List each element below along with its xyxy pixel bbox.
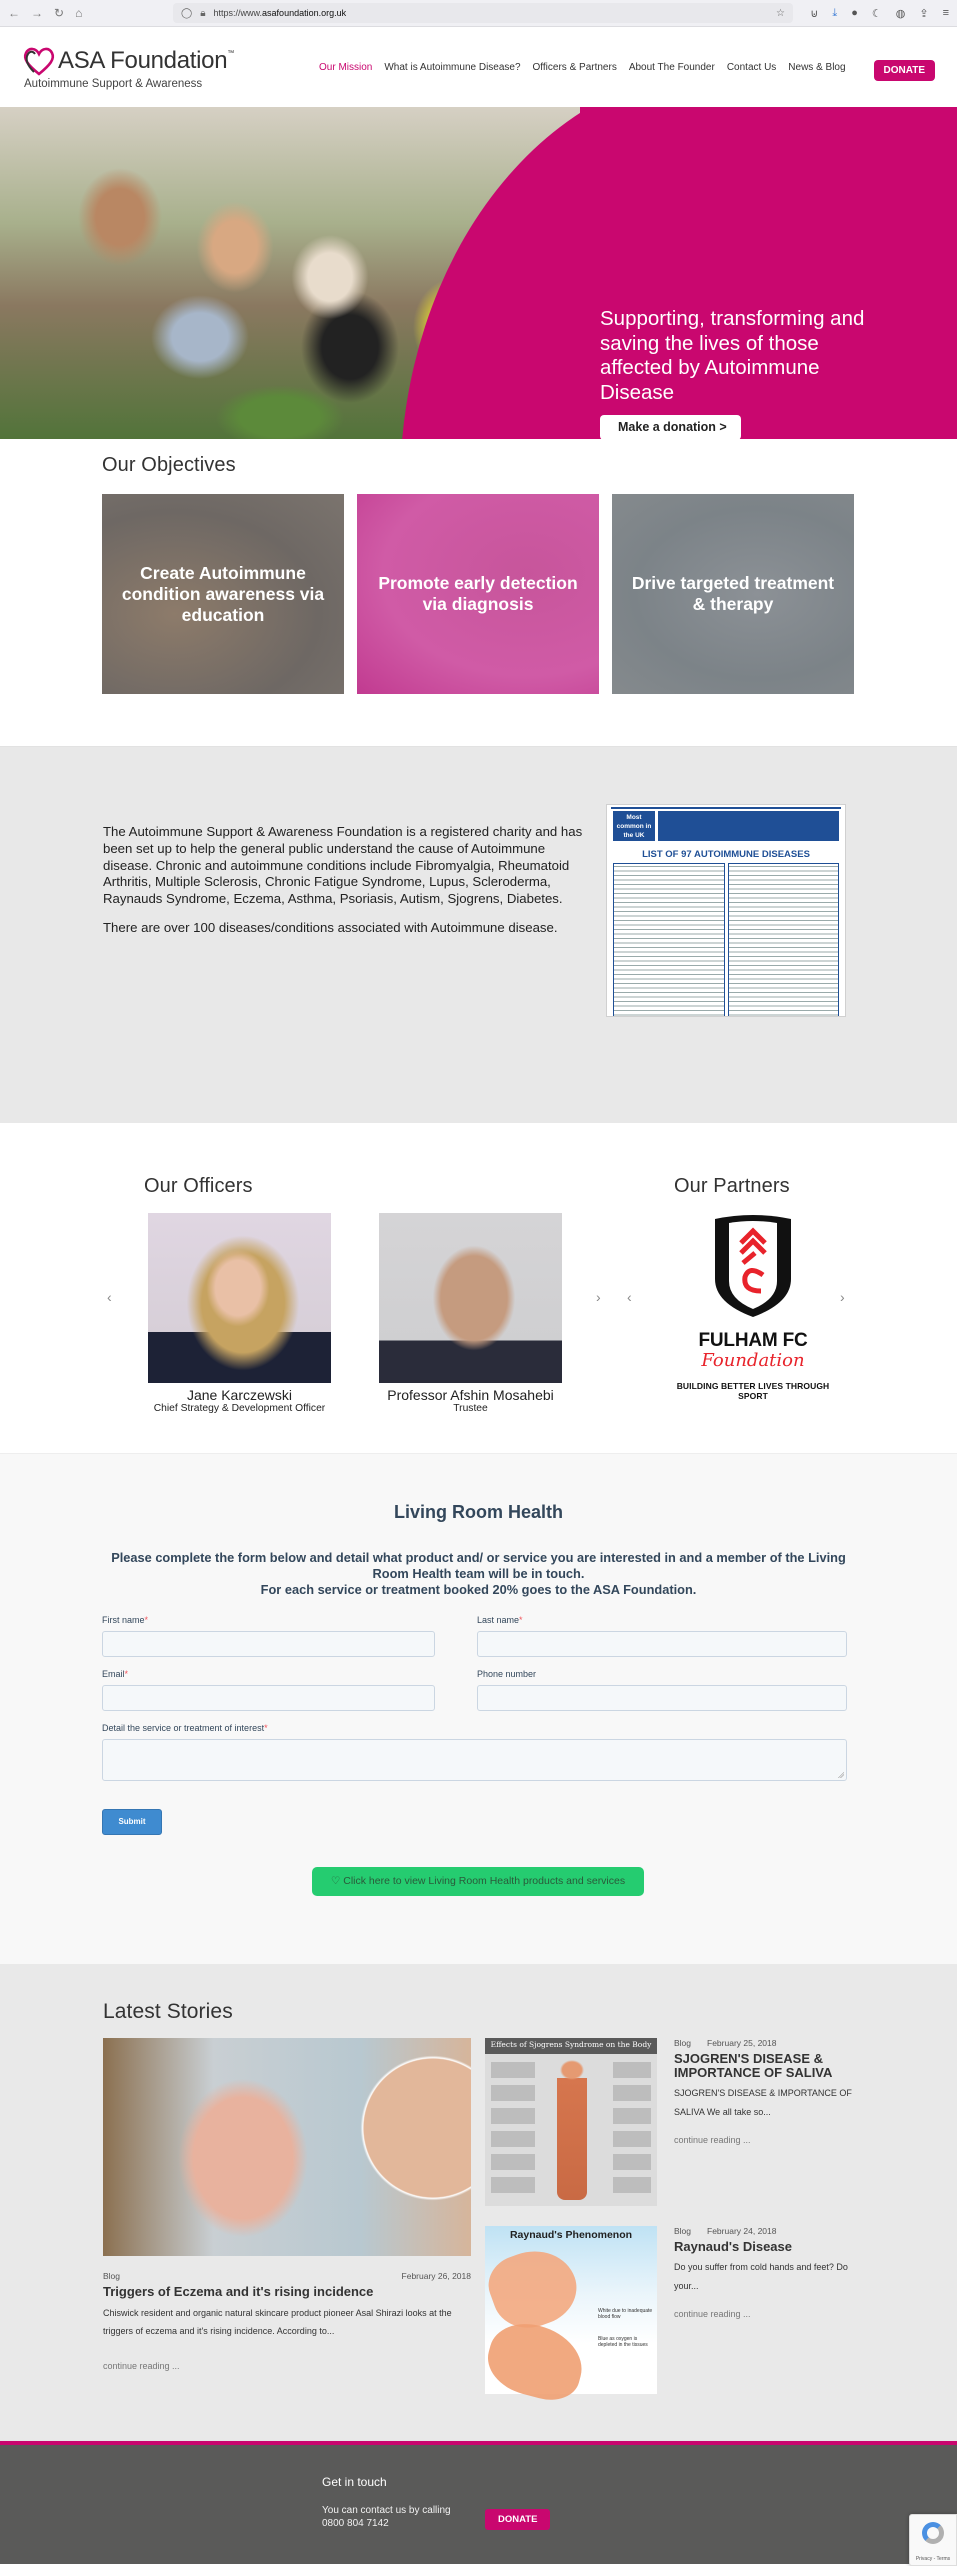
submit-button[interactable]: Submit — [102, 1809, 162, 1835]
extension-icon[interactable]: ◍ — [895, 7, 906, 20]
officers-partners-section — [0, 1123, 957, 1453]
nav-our-mission[interactable]: Our Mission — [319, 61, 373, 73]
nav-what-is-autoimmune[interactable]: What is Autoimmune Disease? — [384, 61, 521, 73]
officer-role: Trustee — [453, 1403, 488, 1414]
required-mark: * — [124, 1669, 129, 1679]
image-caption: Effects of Sjogrens Syndrome on the Body — [490, 2040, 652, 2049]
story-image[interactable] — [485, 2226, 657, 2394]
featured-story-excerpt: Chiswick resident and organic natural skincare product pioneer Asal Shirazi looks at the triggers of eczema and it's rising incidence. According to... — [103, 2308, 452, 2336]
logo-tagline: Autoimmune Support & Awareness — [24, 77, 203, 90]
story-date: February 24, 2018 — [707, 2226, 777, 2236]
detail-textarea[interactable] — [102, 1739, 847, 1781]
disease-list-column — [613, 863, 725, 1017]
story-category[interactable]: Blog — [674, 2226, 692, 2236]
image-note: White due to inadequate blood flow — [598, 2308, 653, 2320]
disease-list-image — [606, 804, 846, 1017]
objective-card-education[interactable]: Create Autoimmune condition awareness via education — [102, 494, 344, 694]
site-header — [0, 27, 957, 107]
bookmark-star-icon[interactable]: ☆ — [776, 7, 785, 19]
officer-photo — [148, 1213, 331, 1383]
officer-card[interactable] — [148, 1213, 331, 1414]
partner-subname: Foundation — [701, 1350, 805, 1371]
last-name-input[interactable] — [477, 1631, 847, 1657]
continue-reading-link[interactable]: continue reading ... — [674, 2309, 751, 2319]
objective-card-treatment[interactable]: Drive targeted treatment & therapy — [612, 494, 854, 694]
share-icon[interactable]: ⇪ — [919, 7, 929, 20]
nav-about-founder[interactable]: About The Founder — [628, 61, 715, 73]
nav-news-blog[interactable]: News & Blog — [788, 61, 846, 73]
view-products-label: Click here to view Living Room Health products and services — [343, 1875, 626, 1887]
officers-prev-arrow[interactable]: ‹ — [107, 1289, 112, 1305]
hero-title: Supporting, transforming and saving the lives of those affected by Autoimmune Disease — [600, 307, 865, 404]
about-section — [0, 746, 957, 1123]
continue-reading-link[interactable]: continue reading ... — [674, 2135, 751, 2145]
url-domain: asafoundation.org.uk — [262, 8, 347, 18]
officer-name: Professor Afshin Mosahebi — [387, 1387, 554, 1403]
menu-icon[interactable]: ≡ — [942, 6, 949, 19]
story-date: February 25, 2018 — [707, 2038, 777, 2048]
shield-icon: ◯ — [181, 7, 193, 19]
officer-card[interactable] — [379, 1213, 562, 1414]
partners-title: Our Partners — [674, 1175, 790, 1197]
required-mark: * — [264, 1723, 268, 1733]
detail-label: Detail the service or treatment of interest — [102, 1723, 265, 1733]
story-image[interactable] — [485, 2038, 657, 2206]
phone-input[interactable] — [477, 1685, 847, 1711]
home-icon[interactable]: ⌂ — [75, 6, 83, 20]
required-mark: * — [144, 1615, 149, 1625]
disease-list-column — [728, 863, 840, 1017]
back-icon[interactable]: ← — [8, 6, 20, 20]
pocket-icon[interactable]: ⊍ — [810, 7, 819, 20]
site-footer — [0, 2441, 957, 2564]
browser-toolbar — [0, 0, 957, 27]
story-category[interactable]: Blog — [674, 2038, 692, 2048]
officer-name: Jane Karczewski — [186, 1387, 293, 1403]
officers-next-arrow[interactable]: › — [596, 1289, 601, 1305]
phone-label: Phone number — [477, 1669, 537, 1679]
form-title: Living Room Health — [393, 1502, 563, 1522]
footer-donate-button[interactable]: DONATE — [485, 2509, 550, 2530]
first-name-input[interactable] — [102, 1631, 435, 1657]
officer-role: Chief Strategy & Development Officer — [153, 1403, 326, 1414]
nav-contact-us[interactable]: Contact Us — [726, 61, 777, 73]
footer-contact-text: You can contact us by calling — [322, 2505, 451, 2516]
hero — [0, 107, 957, 439]
download-icon[interactable]: ⤓ — [832, 6, 838, 19]
most-common-label: Most common in the UK — [613, 811, 655, 841]
continue-reading-link[interactable]: continue reading ... — [103, 2361, 180, 2371]
disease-list-title: LIST OF 97 AUTOIMMUNE DISEASES — [642, 849, 810, 860]
url-prefix: https://www. — [213, 8, 263, 18]
email-input[interactable] — [102, 1685, 435, 1711]
officers-title: Our Officers — [144, 1175, 253, 1197]
reload-icon[interactable]: ↻ — [54, 6, 65, 20]
trademark: ™ — [227, 49, 234, 57]
footer-title: Get in touch — [322, 2475, 387, 2489]
partners-next-arrow[interactable]: › — [840, 1289, 845, 1305]
lock-icon: 🔒︎ — [200, 7, 206, 19]
story-category[interactable]: Blog — [103, 2271, 121, 2281]
image-note: Blue as oxygen is depleted in the tissues — [598, 2336, 648, 2348]
objective-card-detection[interactable]: Promote early detection via diagnosis — [357, 494, 599, 694]
partner-fulham[interactable] — [668, 1213, 838, 1401]
common-diseases-tags — [658, 811, 839, 841]
partner-tagline: BUILDING BETTER LIVES THROUGH SPORT — [676, 1381, 830, 1401]
heart-logo-icon — [22, 45, 56, 77]
logo-name: ASA Foundation — [58, 46, 228, 74]
recaptcha-icon — [922, 2522, 944, 2544]
recaptcha-badge[interactable] — [909, 2514, 957, 2566]
address-bar[interactable] — [173, 3, 793, 23]
forward-icon[interactable]: → — [31, 6, 43, 20]
email-label: Email — [102, 1669, 125, 1679]
officer-photo — [379, 1213, 562, 1383]
featured-story-title[interactable]: Triggers of Eczema and it's rising incidence — [103, 2284, 374, 2299]
heart-icon: ♡ — [330, 1875, 341, 1887]
logo[interactable] — [22, 45, 272, 90]
main-nav — [319, 62, 846, 73]
fulham-crest-icon — [713, 1213, 793, 1319]
partner-name: FULHAM FC — [698, 1330, 808, 1351]
extension-icon[interactable]: ☾ — [871, 7, 882, 20]
recaptcha-terms[interactable]: Privacy - Terms — [915, 2556, 951, 2562]
living-room-health-section — [0, 1453, 957, 1964]
make-donation-button[interactable]: Make a donation > — [600, 415, 741, 439]
partners-prev-arrow[interactable]: ‹ — [627, 1289, 632, 1305]
extension-icon[interactable]: ● — [851, 6, 858, 19]
stories-title: Latest Stories — [103, 2000, 233, 2023]
view-products-button[interactable] — [312, 1867, 644, 1896]
story-title[interactable]: Raynaud's Disease — [674, 2239, 792, 2254]
form-intro: Please complete the form below and detail what product and/ or service you are interested in and a member of the Living Room Health team will be in touch. — [111, 1550, 846, 1581]
about-paragraph: The Autoimmune Support & Awareness Foundation is a registered charity and has been set up to help the general public understand the cause of Autoimmune disease. Chronic and autoimmune conditions include Fibromyalgia, Rheumatoid Arthritis, Multiple Sclerosis, Chronic Fatigue Syndrome, Lupus, Scleroderma, Raynauds Syndrome, Eczema, Asthma, Psoriasis, Autism, Sjogrens, Diabetes. — [103, 824, 583, 907]
footer-phone[interactable]: 0800 804 7142 — [322, 2517, 389, 2529]
required-mark: * — [519, 1615, 523, 1625]
donate-button[interactable]: DONATE — [874, 60, 935, 81]
story-excerpt: Do you suffer from cold hands and feet? Do your... — [674, 2262, 848, 2291]
first-name-label: First name — [102, 1615, 145, 1625]
image-caption: Raynaud's Phenomenon — [509, 2229, 633, 2241]
latest-stories-section — [0, 1964, 957, 2441]
objectives-section — [0, 439, 957, 746]
story-title[interactable]: SJOGREN'S DISEASE & IMPORTANCE OF SALIVA — [674, 2051, 833, 2080]
form-intro-donation: For each service or treatment booked 20% goes to the ASA Foundation. — [260, 1581, 697, 1597]
about-paragraph: There are over 100 diseases/conditions associated with Autoimmune disease. — [103, 919, 558, 935]
objectives-title: Our Objectives — [102, 454, 236, 476]
story-excerpt: SJOGREN'S DISEASE & IMPORTANCE OF SALIVA We all take so... — [674, 2088, 852, 2117]
nav-officers-partners[interactable]: Officers & Partners — [532, 61, 617, 73]
featured-story-image[interactable] — [103, 2038, 471, 2256]
last-name-label: Last name — [477, 1615, 520, 1625]
story-date: February 26, 2018 — [401, 2271, 471, 2281]
